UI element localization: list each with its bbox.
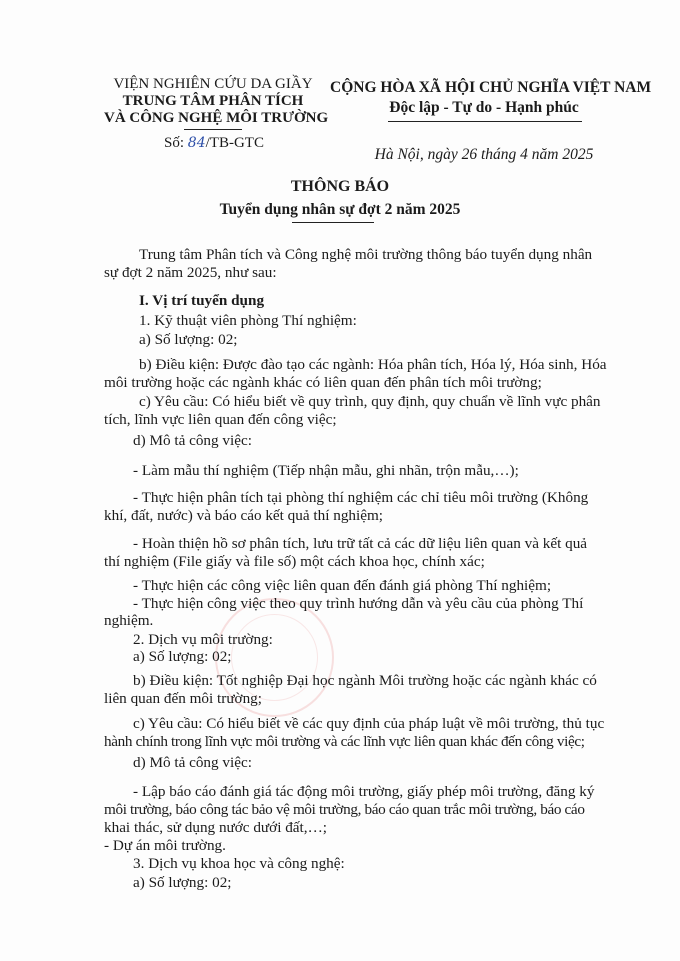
org-underline — [184, 129, 242, 130]
document-subtitle: Tuyển dụng nhân sự đợt 2 năm 2025 — [219, 201, 461, 218]
body-line: môi trường hoặc các ngành khác có liên quan đến phân tích môi trường; — [104, 374, 542, 391]
doc-no-suffix: /TB-GTC — [205, 135, 264, 151]
national-title: CỘNG HÒA XÃ HỘI CHỦ NGHĨA VIỆT NAM — [330, 79, 652, 96]
body-line: khai thác, sử dụng nước dưới đất,…; — [104, 819, 327, 836]
body-line: c) Yêu cầu: Có hiểu biết về các quy định của pháp luật về môi trường, thủ tục — [133, 715, 605, 732]
center-name-line1: TRUNG TÂM PHÂN TÍCH — [122, 93, 304, 109]
body-line: - Lập báo cáo đánh giá tác động môi trường, giấy phép môi trường, đăng ký — [133, 783, 595, 800]
body-line: - Thực hiện công việc theo quy trình hướng dẫn và yêu cầu của phòng Thí — [133, 595, 584, 612]
place-date: Hà Nội, ngày 26 tháng 4 năm 2025 — [374, 146, 594, 163]
body-line: - Thực hiện các công việc liên quan đến đánh giá phòng Thí nghiệm; — [133, 577, 552, 594]
body-line: d) Mô tả công việc: — [133, 432, 252, 449]
doc-no-handwritten: 84 — [187, 135, 206, 151]
body-line: môi trường, báo công tác bảo vệ môi trường, báo cáo quan trắc môi trường, báo cáo — [104, 801, 585, 818]
body-line: 1. Kỹ thuật viên phòng Thí nghiệm: — [139, 312, 357, 329]
body-line: khí, đất, nước) và báo cáo kết quả thí nghiệm; — [104, 507, 384, 524]
institute-name: VIỆN NGHIÊN CỨU DA GIẦY — [113, 76, 313, 92]
doc-no-prefix: Số: — [164, 135, 185, 151]
body-line: - Làm mẫu thí nghiệm (Tiếp nhận mẫu, ghi nhãn, trộn mẫu,…); — [133, 462, 519, 479]
document-title: THÔNG BÁO — [290, 178, 390, 195]
body-line: nghiệm. — [104, 612, 154, 629]
body-line: c) Yêu cầu: Có hiểu biết về quy trình, quy định, quy chuẩn về lĩnh vực phân — [139, 393, 601, 410]
section-heading: I. Vị trí tuyển dụng — [139, 292, 265, 309]
body-line: a) Số lượng: 02; — [133, 874, 232, 891]
body-line: 3. Dịch vụ khoa học và công nghệ: — [133, 855, 345, 872]
body-line: a) Số lượng: 02; — [133, 648, 232, 665]
body-line: 2. Dịch vụ môi trường: — [133, 631, 273, 648]
body-line: b) Điều kiện: Tốt nghiệp Đại học ngành Môi trường hoặc các ngành khác có — [133, 672, 597, 689]
center-name-line2: VÀ CÔNG NGHỆ MÔI TRƯỜNG — [104, 110, 329, 126]
body-line: - Thực hiện phân tích tại phòng thí nghiệm các chỉ tiêu môi trường (Không — [133, 489, 589, 506]
body-line: a) Số lượng: 02; — [139, 331, 238, 348]
national-motto: Độc lập - Tự do - Hạnh phúc — [389, 99, 579, 116]
body-line: tích, lĩnh vực liên quan đến công việc; — [104, 411, 337, 428]
body-line: d) Mô tả công việc: — [133, 754, 252, 771]
body-line: - Hoàn thiện hồ sơ phân tích, lưu trữ tất cả các dữ liệu liên quan và kết quả — [133, 535, 588, 552]
document-number — [124, 135, 304, 152]
motto-underline — [388, 121, 582, 122]
body-line: Trung tâm Phân tích và Công nghệ môi trường thông báo tuyển dụng nhân — [139, 246, 593, 263]
body-line: b) Điều kiện: Được đào tạo các ngành: Hóa phân tích, Hóa lý, Hóa sinh, Hóa — [139, 356, 607, 373]
body-line: sự đợt 2 năm 2025, như sau: — [104, 264, 277, 281]
body-line: - Dự án môi trường. — [104, 837, 226, 854]
body-line: thí nghiệm (File giấy và file số) một cách khoa học, chính xác; — [104, 553, 485, 570]
body-line: liên quan đến môi trường; — [104, 690, 262, 707]
subtitle-underline — [292, 222, 374, 223]
body-line: hành chính trong lĩnh vực môi trường và các lĩnh vực liên quan khác đến công việc; — [104, 733, 585, 750]
